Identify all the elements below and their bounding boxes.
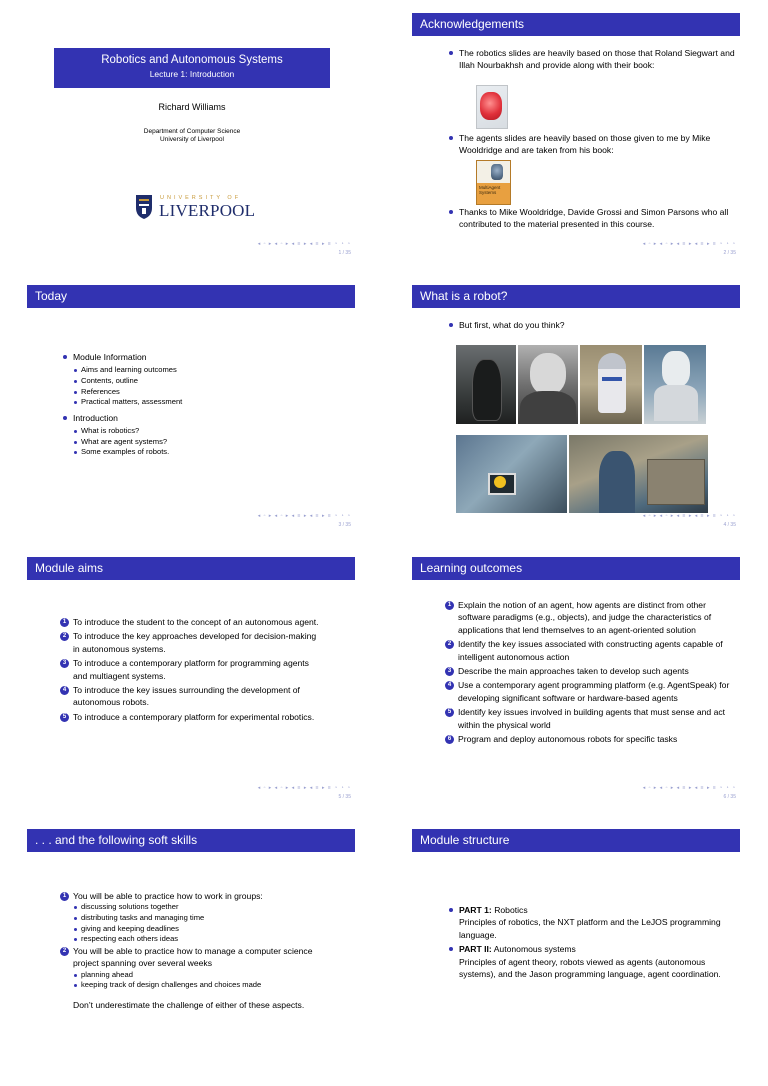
- book-cover-art: [480, 92, 502, 120]
- part-name: Robotics: [494, 905, 528, 915]
- outcome-text: Identify the key issues associated with constructing agents capable of intelligent autonomous action: [458, 639, 723, 662]
- ack-thanks: Thanks to Mike Wooldridge, Davide Grossi and Simon Parsons who all contributed to the material presented in this course.: [459, 207, 729, 230]
- beamer-navigation[interactable]: ◂ ▫ ▸ ◂ ▫ ▸ ◂ ≡ ▸ ◂ ≡ ▸ ≡ ◔ ◔ ◔: [257, 241, 351, 247]
- list-item: [60, 657, 322, 682]
- robotics-book-cover: [476, 85, 508, 129]
- presentation-subtitle: Lecture 1: Introduction: [149, 69, 235, 79]
- number-badge-icon: 1: [445, 601, 454, 610]
- aim-text: To introduce the student to the concept of an autonomous agent.: [73, 617, 319, 627]
- sub-item: [73, 376, 340, 387]
- aim-text: To introduce a contemporary platform for experimental robotics.: [73, 711, 315, 722]
- title-box: [54, 48, 330, 88]
- sub-item-text: keeping track of design challenges and choices made: [81, 980, 262, 990]
- frame-title: What is a robot?: [412, 285, 740, 308]
- list-item: [60, 711, 322, 723]
- slide-what-is-a-robot: [412, 282, 740, 542]
- list-item: [60, 890, 322, 945]
- sub-bullet-icon: [74, 928, 77, 931]
- ack-list: [446, 47, 736, 74]
- frame-title: Acknowledgements: [412, 13, 740, 36]
- number-badge-icon: 5: [60, 713, 69, 722]
- aim-text: To introduce the key issues surrounding the development of autonomous robots.: [73, 685, 300, 708]
- sub-item-text: References: [81, 386, 120, 396]
- university-logo: [135, 193, 256, 223]
- list-item: [60, 351, 340, 408]
- sub-list: [73, 365, 340, 407]
- robot-question-list: [446, 319, 736, 333]
- frame-title: Module aims: [27, 557, 355, 580]
- list-item: [60, 684, 322, 709]
- list-item: [445, 733, 735, 745]
- ack-list-2: [446, 132, 736, 159]
- department-name: Department of Computer Science: [143, 128, 241, 135]
- presentation-title: Robotics and Autonomous Systems: [101, 54, 283, 66]
- part-description: Principles of robotics, the NXT platform and the LeJOS programming language.: [459, 917, 721, 940]
- sub-bullet-icon: [74, 906, 77, 909]
- outcome-text: Explain the notion of an agent, how agents are distinct from other software paradigms (e.g., objects), and judge the characteristics of applications that lend themselves to an agent-oriented solution: [458, 600, 712, 635]
- institute: [27, 128, 355, 144]
- sub-item: [73, 924, 322, 935]
- sub-item-text: Some examples of robots.: [81, 447, 170, 457]
- slide-today: [27, 282, 355, 542]
- sub-item: [73, 426, 340, 437]
- soft-skills-list: [60, 890, 322, 991]
- part-description: Principles of agent theory, robots viewed as agents (autonomous systems), and the Jason programming language, agent coordination.: [459, 956, 721, 980]
- list-item: [445, 638, 735, 663]
- outcome-text: Identify key issues involved in building agents that must sense and act within the physical world: [458, 707, 726, 730]
- sub-bullet-icon: [74, 401, 77, 404]
- list-item: [60, 945, 322, 991]
- list-item: [445, 599, 735, 636]
- list-item: [445, 706, 735, 731]
- sub-item-text: distributing tasks and managing time: [81, 913, 205, 922]
- sub-list: [73, 426, 340, 458]
- list-item: [445, 679, 735, 704]
- aims-list: [60, 616, 322, 725]
- sub-bullet-icon: [74, 441, 77, 444]
- sub-item: [73, 970, 322, 981]
- number-badge-icon: 1: [60, 618, 69, 627]
- beamer-navigation[interactable]: ◂ ▫ ▸ ◂ ▫ ▸ ◂ ≡ ▸ ◂ ≡ ▸ ≡ ◔ ◔ ◔: [642, 513, 736, 519]
- sub-item-text: What is robotics?: [81, 426, 140, 436]
- beamer-navigation[interactable]: ◂ ▫ ▸ ◂ ▫ ▸ ◂ ≡ ▸ ◂ ≡ ▸ ≡ ◔ ◔ ◔: [257, 785, 351, 791]
- slide-module-aims: [27, 554, 355, 814]
- number-badge-icon: 3: [60, 659, 69, 668]
- sub-bullet-icon: [74, 984, 77, 987]
- number-badge-icon: 3: [445, 667, 454, 676]
- aim-text: To introduce the key approaches developed for decision-making in autonomous systems.: [73, 631, 317, 654]
- bullet-icon: [449, 947, 453, 951]
- sub-list: [73, 902, 322, 944]
- list-item: [446, 904, 728, 941]
- page-number: 2 / 35: [723, 250, 736, 256]
- sub-bullet-icon: [74, 430, 77, 433]
- item-module-information: Module Information: [73, 352, 147, 362]
- university-name: University of Liverpool: [160, 136, 224, 143]
- sub-item: [73, 447, 340, 458]
- structure-list: [446, 904, 728, 982]
- robot-photo-workshop: [569, 435, 708, 513]
- page-number: 5 / 35: [338, 794, 351, 800]
- sub-item: [73, 387, 340, 398]
- sub-item-text: What are agent systems?: [81, 436, 168, 446]
- aim-text: To introduce a contemporary platform for programming agents and multiagent systems.: [73, 658, 309, 681]
- sub-bullet-icon: [74, 917, 77, 920]
- number-badge-icon: 4: [445, 681, 454, 690]
- item-introduction: Introduction: [73, 412, 118, 423]
- bullet-icon: [449, 51, 453, 55]
- list-item: [446, 319, 736, 331]
- sub-item-text: planning ahead: [81, 969, 133, 979]
- list-item: [446, 47, 736, 72]
- sub-item: [73, 980, 322, 991]
- number-badge-icon: 4: [60, 686, 69, 695]
- number-badge-icon: 1: [60, 892, 69, 901]
- book-cover-figure: [491, 164, 503, 180]
- robot-photo-r2d2: [580, 345, 642, 424]
- number-badge-icon: 2: [60, 947, 69, 956]
- multiagent-book-cover: [476, 160, 511, 205]
- soft-skill-text: You will be able to practice how to manage a computer science project spanning over several weeks: [73, 945, 313, 969]
- bullet-icon: [449, 323, 453, 327]
- slide-title: [27, 10, 355, 270]
- beamer-navigation[interactable]: ◂ ▫ ▸ ◂ ▫ ▸ ◂ ≡ ▸ ◂ ≡ ▸ ≡ ◔ ◔ ◔: [257, 513, 351, 519]
- sub-item: [73, 437, 340, 448]
- sub-item-text: discussing solutions together: [81, 902, 179, 912]
- sub-item-text: Aims and learning outcomes: [81, 365, 177, 375]
- sub-item: [73, 913, 322, 924]
- frame-title: Learning outcomes: [412, 557, 740, 580]
- sub-bullet-icon: [74, 451, 77, 454]
- sub-bullet-icon: [74, 938, 77, 941]
- slide-learning-outcomes: [412, 554, 740, 814]
- slide-soft-skills: [27, 826, 355, 1086]
- robot-photo-robby: [456, 345, 516, 424]
- beamer-navigation[interactable]: ◂ ▫ ▸ ◂ ▫ ▸ ◂ ≡ ▸ ◂ ≡ ▸ ≡ ◔ ◔ ◔: [642, 241, 736, 247]
- robot-photo-portrait: [518, 345, 578, 424]
- logo-university-of: UNIVERSITY OF: [160, 195, 242, 201]
- bullet-icon: [449, 210, 453, 214]
- number-badge-icon: 2: [60, 632, 69, 641]
- sub-item: [73, 934, 322, 945]
- sub-bullet-icon: [74, 380, 77, 383]
- list-item: [60, 616, 322, 628]
- sub-list: [73, 970, 322, 991]
- outcome-text: Describe the main approaches taken to develop such agents: [458, 666, 689, 677]
- author-name: Richard Williams: [158, 102, 226, 112]
- list-item: [446, 206, 736, 231]
- beamer-navigation[interactable]: ◂ ▫ ▸ ◂ ▫ ▸ ◂ ≡ ▸ ◂ ≡ ▸ ≡ ◔ ◔ ◔: [642, 785, 736, 791]
- sub-item-text: giving and keeping deadlines: [81, 923, 179, 933]
- part-label: PART II:: [459, 944, 492, 955]
- today-list: [60, 351, 340, 460]
- slide-acknowledgements: [412, 10, 740, 270]
- frame-title: . . . and the following soft skills: [27, 829, 355, 852]
- ack-robotics: The robotics slides are heavily based on those that Roland Siegwart and Illah Nourbakhsh and provide along with their book:: [459, 48, 735, 71]
- robot-photo-humanoid: [644, 345, 706, 424]
- number-badge-icon: 2: [445, 640, 454, 649]
- robot-question: But first, what do you think?: [459, 320, 565, 330]
- part-label: PART 1:: [459, 905, 492, 915]
- sub-item: [73, 397, 340, 408]
- frame-title: Today: [27, 285, 355, 308]
- bullet-icon: [63, 416, 67, 420]
- list-item: [60, 630, 322, 655]
- bullet-icon: [449, 136, 453, 140]
- sub-bullet-icon: [74, 369, 77, 372]
- soft-skill-text: You will be able to practice how to work in groups:: [73, 891, 263, 901]
- outcome-text: Use a contemporary agent programming platform (e.g. AgentSpeak) for developing significant software or hardware-based agents: [458, 680, 730, 703]
- outcomes-list: [445, 599, 735, 747]
- sub-bullet-icon: [74, 974, 77, 977]
- bullet-icon: [449, 908, 453, 912]
- frame-title: Module structure: [412, 829, 740, 852]
- page-number: 1 / 35: [338, 250, 351, 256]
- list-item: [446, 943, 728, 980]
- number-badge-icon: 5: [445, 708, 454, 717]
- sub-item-text: Contents, outline: [81, 376, 138, 385]
- list-item: [60, 412, 340, 458]
- sub-item: [73, 902, 322, 913]
- list-item: [445, 665, 735, 677]
- page-number: 4 / 35: [723, 522, 736, 528]
- bullet-icon: [63, 355, 67, 359]
- page-number: 3 / 35: [338, 522, 351, 528]
- list-item: [446, 132, 736, 157]
- robot-photo-smiley-machine: [456, 435, 567, 513]
- slide-module-structure: [412, 826, 740, 1086]
- sub-bullet-icon: [74, 391, 77, 394]
- number-badge-icon: 6: [445, 735, 454, 744]
- book-cover-title: MultiAgent Systems: [479, 185, 501, 195]
- ack-agents: The agents slides are heavily based on those given to me by Mike Wooldridge and are taken from his book:: [459, 133, 711, 156]
- ack-list-3: [446, 206, 736, 233]
- shield-icon: [135, 194, 153, 220]
- sub-item-text: Practical matters, assessment: [81, 397, 183, 407]
- sub-item-text: respecting each others ideas: [81, 934, 179, 944]
- outcome-text: Program and deploy autonomous robots for specific tasks: [458, 734, 678, 745]
- sub-item: [73, 365, 340, 376]
- part-name: Autonomous systems: [493, 944, 576, 955]
- soft-skills-footer: Don’t underestimate the challenge of either of these aspects.: [73, 1000, 305, 1010]
- page-number: 6 / 35: [723, 794, 736, 800]
- logo-liverpool: LIVERPOOL: [159, 201, 256, 220]
